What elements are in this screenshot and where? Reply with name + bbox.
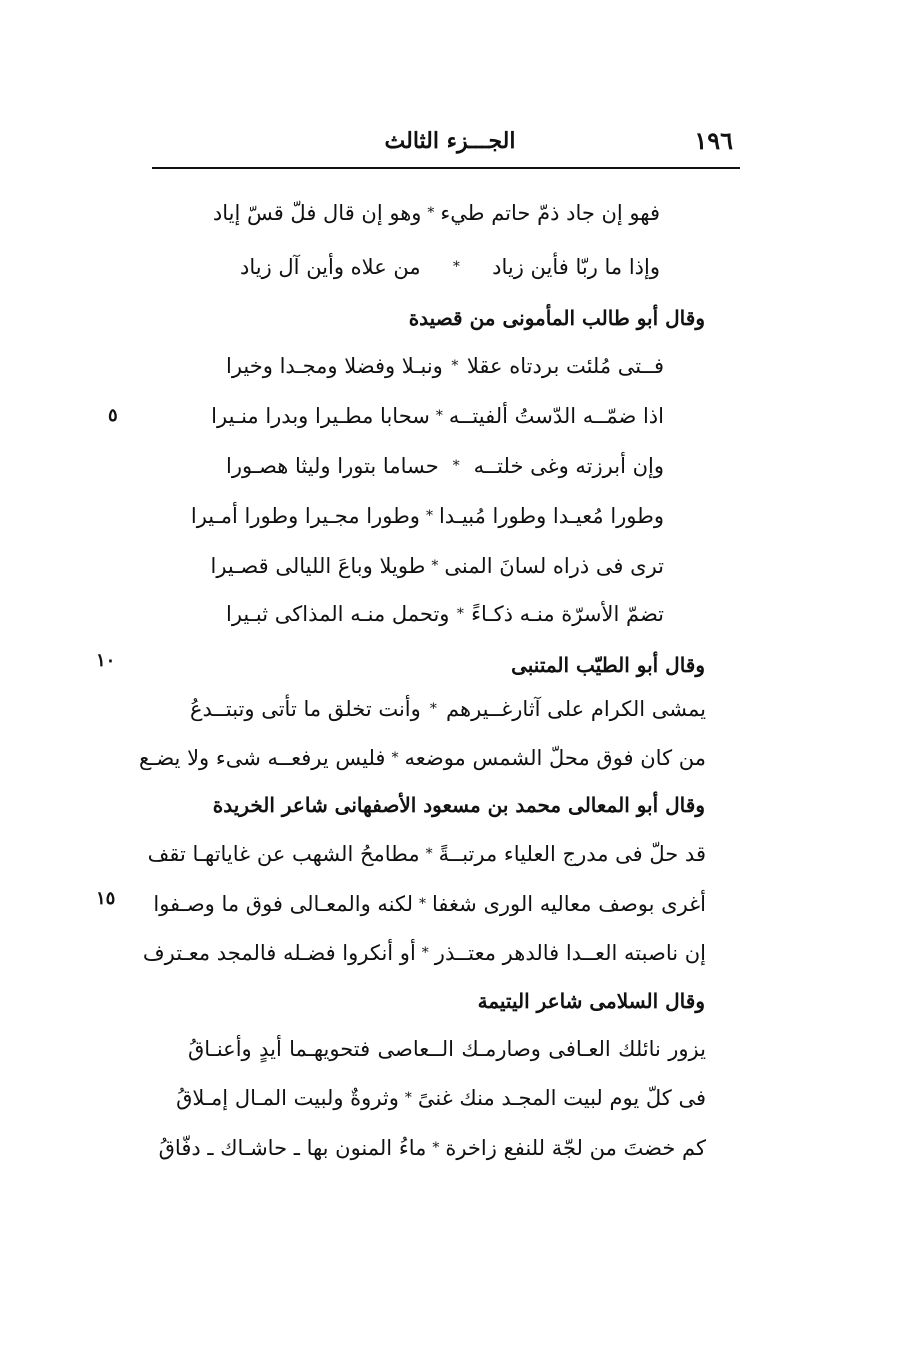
verse-right-half: فــتى مُلئت بردتاه عقلا <box>466 354 664 378</box>
verse-line <box>142 937 706 969</box>
verse-separator: * <box>452 259 460 275</box>
verse-left-half: ونبـلا وفضلا ومجـدا وخيرا <box>226 354 443 378</box>
verse-right-half: من كان فوق محلّ الشمس موضعه <box>404 746 706 770</box>
line-number-15: ١٥ <box>96 888 116 909</box>
verse-left-half: طويلا وباعَ الليالى قصـيرا <box>210 554 426 578</box>
verse-left-half: فليس يرفعــه شىء ولا يضـع <box>139 746 386 770</box>
verse-right-half: يمشى الكرام على آثارغــيرهم <box>446 697 706 721</box>
verse-right-half: وطورا مُعيـدا وطورا مُبيـدا <box>438 504 664 528</box>
verse-separator: * <box>456 606 464 622</box>
line-number-10: ١٠ <box>96 650 116 671</box>
running-header-title: الجـــزء الثالث <box>384 128 516 154</box>
verse-left-half: وطورا مجـيرا وطورا أمـيرا <box>190 504 420 528</box>
attribution-line: وقال أبو طالب المأمونى من قصيدة <box>408 306 705 330</box>
verse-left-half: أو أنكروا فضـله فالمجد معـترف <box>142 941 416 965</box>
verse-left-half: ماءُ المنون بها ـ حاشـاك ـ دفّاقُ <box>158 1136 427 1160</box>
verse-separator: * <box>404 1090 412 1106</box>
verse-left-half: وهو إن قال فلّ قسّ إياد <box>212 201 422 225</box>
attribution-line: وقال أبو الطيّب المتنبى <box>511 653 705 677</box>
verse-left-half: وأنت تخلق ما تأتى وتبتــدعُ <box>190 697 421 721</box>
verse-line <box>210 550 664 582</box>
attribution-line: وقال السلامى شاعر اليتيمة <box>477 989 705 1013</box>
verse-left-half: مطامحُ الشهب عن غاياتهـا تقف <box>147 842 420 866</box>
verse-line <box>212 197 660 229</box>
verse-right-half: تضمّ الأسرّة منـه ذكـاءً <box>471 602 664 626</box>
verse-separator: * <box>452 458 460 474</box>
verse-line <box>240 251 660 283</box>
verse-separator: * <box>431 558 439 574</box>
verse-separator: * <box>391 750 399 766</box>
verse-left-half: وثروةٌ ولبيت المـال إمـلاقُ <box>176 1086 399 1110</box>
verse-line <box>190 693 706 725</box>
verse-line <box>153 888 706 920</box>
line-number-5: ٥ <box>108 405 118 426</box>
verse-right-half: قد حلّ فى مدرج العلياء مرتبــةً <box>438 842 706 866</box>
verse-right-half: إن ناصبته العــدا فالدهر معتــذر <box>434 941 706 965</box>
verse-line <box>139 742 706 774</box>
verse-line <box>226 598 664 630</box>
verse-line <box>158 1132 706 1164</box>
verse-line-continuous: يزور نائلك العـافى وصارمـك الــعاصى فتحويهـما أيدٍ وأعنـاقُ <box>188 1037 706 1061</box>
verse-right-half: ترى فى ذراه لسانَ المنى <box>444 554 664 578</box>
page-number: ١٩٦ <box>694 126 733 155</box>
verse-separator: * <box>419 896 427 912</box>
verse-right-half: وإن أبرزته وغى خلتــه <box>473 454 664 478</box>
verse-right-half: أغرى بوصف معاليه الورى شغفا <box>432 892 706 916</box>
verse-separator: * <box>421 945 429 961</box>
verse-separator: * <box>432 1140 440 1156</box>
verse-line <box>190 500 664 532</box>
verse-separator: * <box>427 205 435 221</box>
verse-left-half: حساما بتورا وليثا هصـورا <box>226 454 439 478</box>
verse-right-half: وإذا ما ربّا فأين زياد <box>492 255 660 279</box>
verse-right-half: كم خضتَ من لجّة للنفع زاخرة <box>445 1136 706 1160</box>
verse-left-half: من علاه وأين آل زياد <box>240 255 421 279</box>
verse-line <box>226 350 664 382</box>
verse-right-half: فى كلّ يوم لبيت المجـد منك غنىً <box>417 1086 706 1110</box>
verse-separator: * <box>429 701 437 717</box>
header-rule <box>152 167 740 169</box>
verse-separator: * <box>435 408 443 424</box>
verse-separator: * <box>451 358 459 374</box>
verse-left-half: لكنه والمعـالى فوق ما وصـفوا <box>153 892 414 916</box>
verse-separator: * <box>425 846 433 862</box>
verse-line <box>147 838 706 870</box>
verse-right-half: اذا ضمّــه الدّستُ ألفيتــه <box>448 404 664 428</box>
verse-left-half: سحابا مطـيرا وبدرا منـيرا <box>211 404 430 428</box>
verse-line <box>211 400 664 432</box>
verse-left-half: وتحمل منـه المذاكى ثبـيرا <box>226 602 450 626</box>
verse-line <box>176 1082 706 1114</box>
verse-line <box>226 450 664 482</box>
verse-separator: * <box>425 508 433 524</box>
attribution-line: وقال أبو المعالى محمد بن مسعود الأصفهانى شاعر الخريدة <box>212 793 705 817</box>
verse-right-half: فهو إن جاد ذمّ حاتم طيء <box>440 201 660 225</box>
